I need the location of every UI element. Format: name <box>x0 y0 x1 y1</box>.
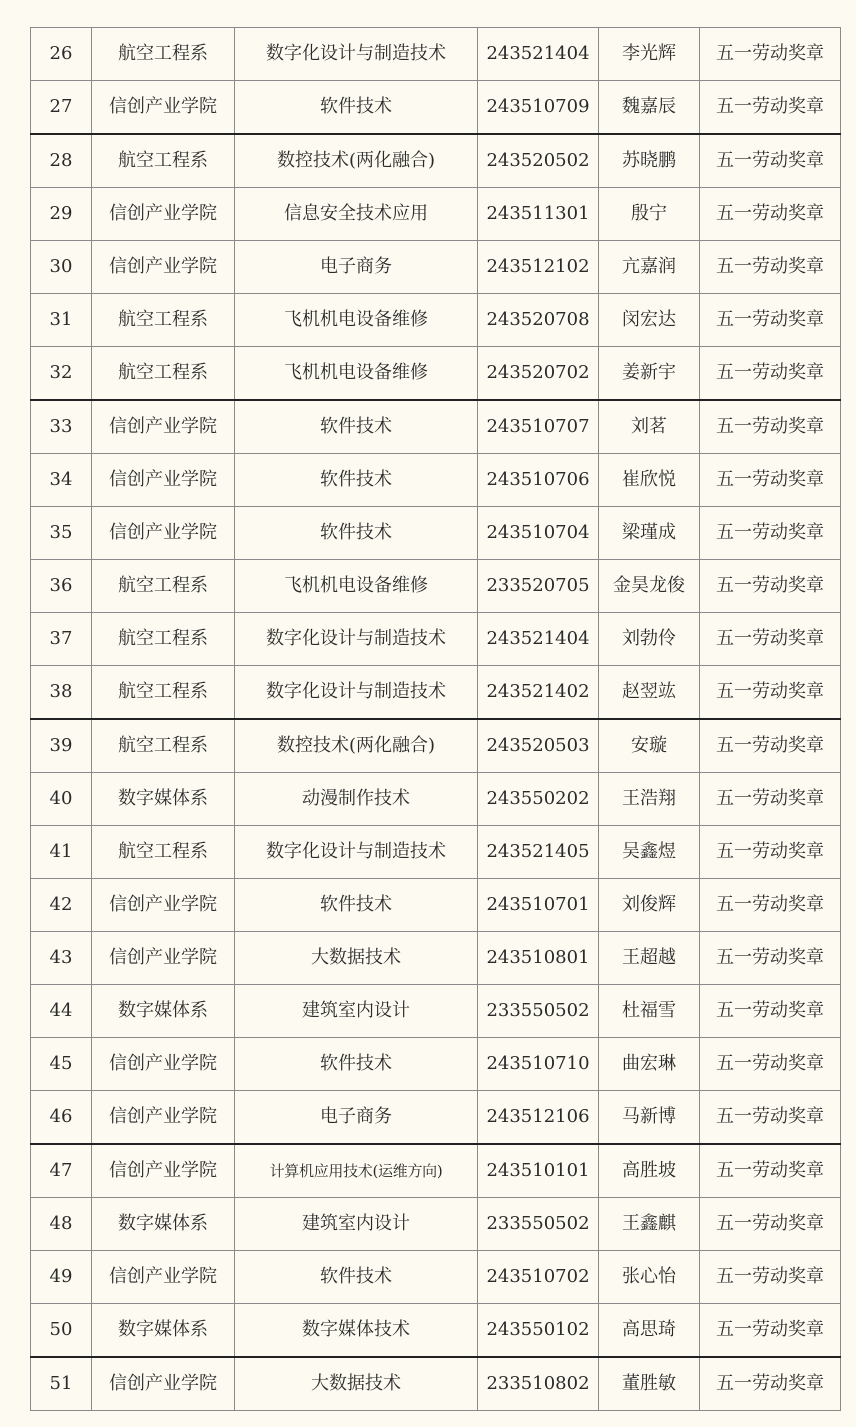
student-name-cell: 曲宏琳 <box>599 1038 700 1091</box>
department-cell: 信创产业学院 <box>92 1144 235 1198</box>
major-cell: 数字化设计与制造技术 <box>235 666 478 720</box>
award-cell: 五一劳动奖章 <box>700 28 841 81</box>
major-cell: 大数据技术 <box>235 1357 478 1411</box>
department-cell: 信创产业学院 <box>92 1357 235 1411</box>
major-cell: 建筑室内设计 <box>235 985 478 1038</box>
row-number-cell: 31 <box>31 294 92 347</box>
award-cell: 五一劳动奖章 <box>700 507 841 560</box>
student-name-cell: 殷宁 <box>599 188 700 241</box>
table-row <box>31 454 841 507</box>
major-cell: 动漫制作技术 <box>235 773 478 826</box>
student-id-cell: 243510707 <box>478 400 599 454</box>
award-cell: 五一劳动奖章 <box>700 879 841 932</box>
table-row <box>31 1198 841 1251</box>
table-row <box>31 1357 841 1411</box>
department-cell: 数字媒体系 <box>92 1304 235 1358</box>
major-cell: 数控技术(两化融合) <box>235 719 478 773</box>
student-name-cell: 高思琦 <box>599 1304 700 1358</box>
table-row <box>31 1144 841 1198</box>
student-id-cell: 243521405 <box>478 826 599 879</box>
major-cell: 飞机机电设备维修 <box>235 560 478 613</box>
student-name-cell: 李光辉 <box>599 28 700 81</box>
award-cell: 五一劳动奖章 <box>700 613 841 666</box>
department-cell: 信创产业学院 <box>92 932 235 985</box>
major-cell: 建筑室内设计 <box>235 1198 478 1251</box>
award-cell: 五一劳动奖章 <box>700 1198 841 1251</box>
student-id-cell: 243510706 <box>478 454 599 507</box>
student-name-cell: 闵宏达 <box>599 294 700 347</box>
major-cell: 计算机应用技术(运维方向) <box>235 1144 478 1198</box>
row-number-cell: 26 <box>31 28 92 81</box>
department-cell: 航空工程系 <box>92 134 235 188</box>
row-number-cell: 35 <box>31 507 92 560</box>
department-cell: 航空工程系 <box>92 719 235 773</box>
student-name-cell: 崔欣悦 <box>599 454 700 507</box>
student-name-cell: 姜新宇 <box>599 347 700 401</box>
department-cell: 航空工程系 <box>92 826 235 879</box>
award-list-table <box>30 27 841 1411</box>
award-cell: 五一劳动奖章 <box>700 134 841 188</box>
student-name-cell: 吴鑫煜 <box>599 826 700 879</box>
table-row <box>31 560 841 613</box>
student-name-cell: 赵翌竑 <box>599 666 700 720</box>
award-cell: 五一劳动奖章 <box>700 719 841 773</box>
table-row <box>31 666 841 720</box>
major-cell: 飞机机电设备维修 <box>235 347 478 401</box>
department-cell: 航空工程系 <box>92 560 235 613</box>
student-name-cell: 董胜敏 <box>599 1357 700 1411</box>
department-cell: 信创产业学院 <box>92 1038 235 1091</box>
row-number-cell: 40 <box>31 773 92 826</box>
department-cell: 信创产业学院 <box>92 1091 235 1145</box>
student-id-cell: 243510701 <box>478 879 599 932</box>
row-number-cell: 29 <box>31 188 92 241</box>
student-name-cell: 王浩翔 <box>599 773 700 826</box>
student-name-cell: 杜福雪 <box>599 985 700 1038</box>
student-name-cell: 魏嘉辰 <box>599 81 700 135</box>
student-id-cell: 243521404 <box>478 28 599 81</box>
award-cell: 五一劳动奖章 <box>700 985 841 1038</box>
student-name-cell: 梁瑾成 <box>599 507 700 560</box>
department-cell: 数字媒体系 <box>92 985 235 1038</box>
row-number-cell: 32 <box>31 347 92 401</box>
student-id-cell: 243520502 <box>478 134 599 188</box>
major-cell: 软件技术 <box>235 879 478 932</box>
table-row <box>31 1038 841 1091</box>
award-cell: 五一劳动奖章 <box>700 560 841 613</box>
major-cell: 数控技术(两化融合) <box>235 134 478 188</box>
student-id-cell: 243510101 <box>478 1144 599 1198</box>
major-cell: 数字媒体技术 <box>235 1304 478 1358</box>
table-body <box>31 28 841 1411</box>
award-cell: 五一劳动奖章 <box>700 773 841 826</box>
department-cell: 航空工程系 <box>92 294 235 347</box>
award-cell: 五一劳动奖章 <box>700 666 841 720</box>
student-name-cell: 金昊龙俊 <box>599 560 700 613</box>
student-id-cell: 233550502 <box>478 985 599 1038</box>
major-cell: 飞机机电设备维修 <box>235 294 478 347</box>
student-name-cell: 张心怡 <box>599 1251 700 1304</box>
row-number-cell: 43 <box>31 932 92 985</box>
award-cell: 五一劳动奖章 <box>700 400 841 454</box>
award-cell: 五一劳动奖章 <box>700 1357 841 1411</box>
award-cell: 五一劳动奖章 <box>700 1251 841 1304</box>
department-cell: 信创产业学院 <box>92 188 235 241</box>
major-cell: 软件技术 <box>235 454 478 507</box>
table-row <box>31 613 841 666</box>
department-cell: 数字媒体系 <box>92 773 235 826</box>
student-id-cell: 233550502 <box>478 1198 599 1251</box>
row-number-cell: 48 <box>31 1198 92 1251</box>
student-name-cell: 王鑫麒 <box>599 1198 700 1251</box>
student-id-cell: 243512106 <box>478 1091 599 1145</box>
department-cell: 信创产业学院 <box>92 507 235 560</box>
student-name-cell: 安璇 <box>599 719 700 773</box>
award-cell: 五一劳动奖章 <box>700 188 841 241</box>
row-number-cell: 39 <box>31 719 92 773</box>
major-cell: 数字化设计与制造技术 <box>235 826 478 879</box>
table-row <box>31 826 841 879</box>
major-cell: 大数据技术 <box>235 932 478 985</box>
row-number-cell: 38 <box>31 666 92 720</box>
row-number-cell: 36 <box>31 560 92 613</box>
row-number-cell: 46 <box>31 1091 92 1145</box>
award-cell: 五一劳动奖章 <box>700 454 841 507</box>
student-id-cell: 243511301 <box>478 188 599 241</box>
award-cell: 五一劳动奖章 <box>700 241 841 294</box>
student-name-cell: 苏晓鹏 <box>599 134 700 188</box>
department-cell: 航空工程系 <box>92 613 235 666</box>
student-id-cell: 233510802 <box>478 1357 599 1411</box>
major-cell: 软件技术 <box>235 1251 478 1304</box>
student-id-cell: 243550202 <box>478 773 599 826</box>
award-cell: 五一劳动奖章 <box>700 1144 841 1198</box>
table-row <box>31 719 841 773</box>
department-cell: 信创产业学院 <box>92 400 235 454</box>
department-cell: 信创产业学院 <box>92 1251 235 1304</box>
student-id-cell: 243520702 <box>478 347 599 401</box>
department-cell: 航空工程系 <box>92 347 235 401</box>
department-cell: 航空工程系 <box>92 666 235 720</box>
student-name-cell: 马新博 <box>599 1091 700 1145</box>
student-id-cell: 243510702 <box>478 1251 599 1304</box>
student-name-cell: 高胜坡 <box>599 1144 700 1198</box>
table-row <box>31 241 841 294</box>
award-cell: 五一劳动奖章 <box>700 1091 841 1145</box>
student-name-cell: 亢嘉润 <box>599 241 700 294</box>
award-cell: 五一劳动奖章 <box>700 1038 841 1091</box>
table-row <box>31 134 841 188</box>
student-id-cell: 243512102 <box>478 241 599 294</box>
row-number-cell: 37 <box>31 613 92 666</box>
student-id-cell: 243510710 <box>478 1038 599 1091</box>
major-cell: 电子商务 <box>235 241 478 294</box>
row-number-cell: 47 <box>31 1144 92 1198</box>
student-name-cell: 王超越 <box>599 932 700 985</box>
student-id-cell: 243510709 <box>478 81 599 135</box>
row-number-cell: 51 <box>31 1357 92 1411</box>
department-cell: 信创产业学院 <box>92 454 235 507</box>
major-cell: 软件技术 <box>235 400 478 454</box>
table-row <box>31 294 841 347</box>
table-row <box>31 1304 841 1358</box>
student-name-cell: 刘茗 <box>599 400 700 454</box>
table-row <box>31 81 841 135</box>
table-row <box>31 773 841 826</box>
row-number-cell: 44 <box>31 985 92 1038</box>
row-number-cell: 28 <box>31 134 92 188</box>
department-cell: 数字媒体系 <box>92 1198 235 1251</box>
student-id-cell: 243550102 <box>478 1304 599 1358</box>
student-id-cell: 243520708 <box>478 294 599 347</box>
row-number-cell: 33 <box>31 400 92 454</box>
student-name-cell: 刘俊辉 <box>599 879 700 932</box>
table-row <box>31 507 841 560</box>
row-number-cell: 50 <box>31 1304 92 1358</box>
major-cell: 信息安全技术应用 <box>235 188 478 241</box>
award-cell: 五一劳动奖章 <box>700 294 841 347</box>
row-number-cell: 34 <box>31 454 92 507</box>
table-row <box>31 932 841 985</box>
table-row <box>31 347 841 401</box>
student-id-cell: 243510801 <box>478 932 599 985</box>
student-name-cell: 刘勃伶 <box>599 613 700 666</box>
table-row <box>31 879 841 932</box>
row-number-cell: 49 <box>31 1251 92 1304</box>
award-cell: 五一劳动奖章 <box>700 1304 841 1358</box>
major-cell: 软件技术 <box>235 1038 478 1091</box>
award-cell: 五一劳动奖章 <box>700 932 841 985</box>
table-row <box>31 188 841 241</box>
row-number-cell: 42 <box>31 879 92 932</box>
student-id-cell: 243521402 <box>478 666 599 720</box>
department-cell: 信创产业学院 <box>92 81 235 135</box>
major-cell: 数字化设计与制造技术 <box>235 28 478 81</box>
row-number-cell: 41 <box>31 826 92 879</box>
award-cell: 五一劳动奖章 <box>700 826 841 879</box>
department-cell: 信创产业学院 <box>92 879 235 932</box>
student-id-cell: 243520503 <box>478 719 599 773</box>
major-cell: 电子商务 <box>235 1091 478 1145</box>
table-row <box>31 1251 841 1304</box>
award-cell: 五一劳动奖章 <box>700 81 841 135</box>
department-cell: 航空工程系 <box>92 28 235 81</box>
row-number-cell: 27 <box>31 81 92 135</box>
table-row <box>31 985 841 1038</box>
table-row <box>31 1091 841 1145</box>
table-row <box>31 400 841 454</box>
student-id-cell: 243510704 <box>478 507 599 560</box>
major-cell: 数字化设计与制造技术 <box>235 613 478 666</box>
student-id-cell: 233520705 <box>478 560 599 613</box>
table-row <box>31 28 841 81</box>
department-cell: 信创产业学院 <box>92 241 235 294</box>
row-number-cell: 45 <box>31 1038 92 1091</box>
major-cell: 软件技术 <box>235 507 478 560</box>
row-number-cell: 30 <box>31 241 92 294</box>
student-id-cell: 243521404 <box>478 613 599 666</box>
major-cell: 软件技术 <box>235 81 478 135</box>
award-cell: 五一劳动奖章 <box>700 347 841 401</box>
